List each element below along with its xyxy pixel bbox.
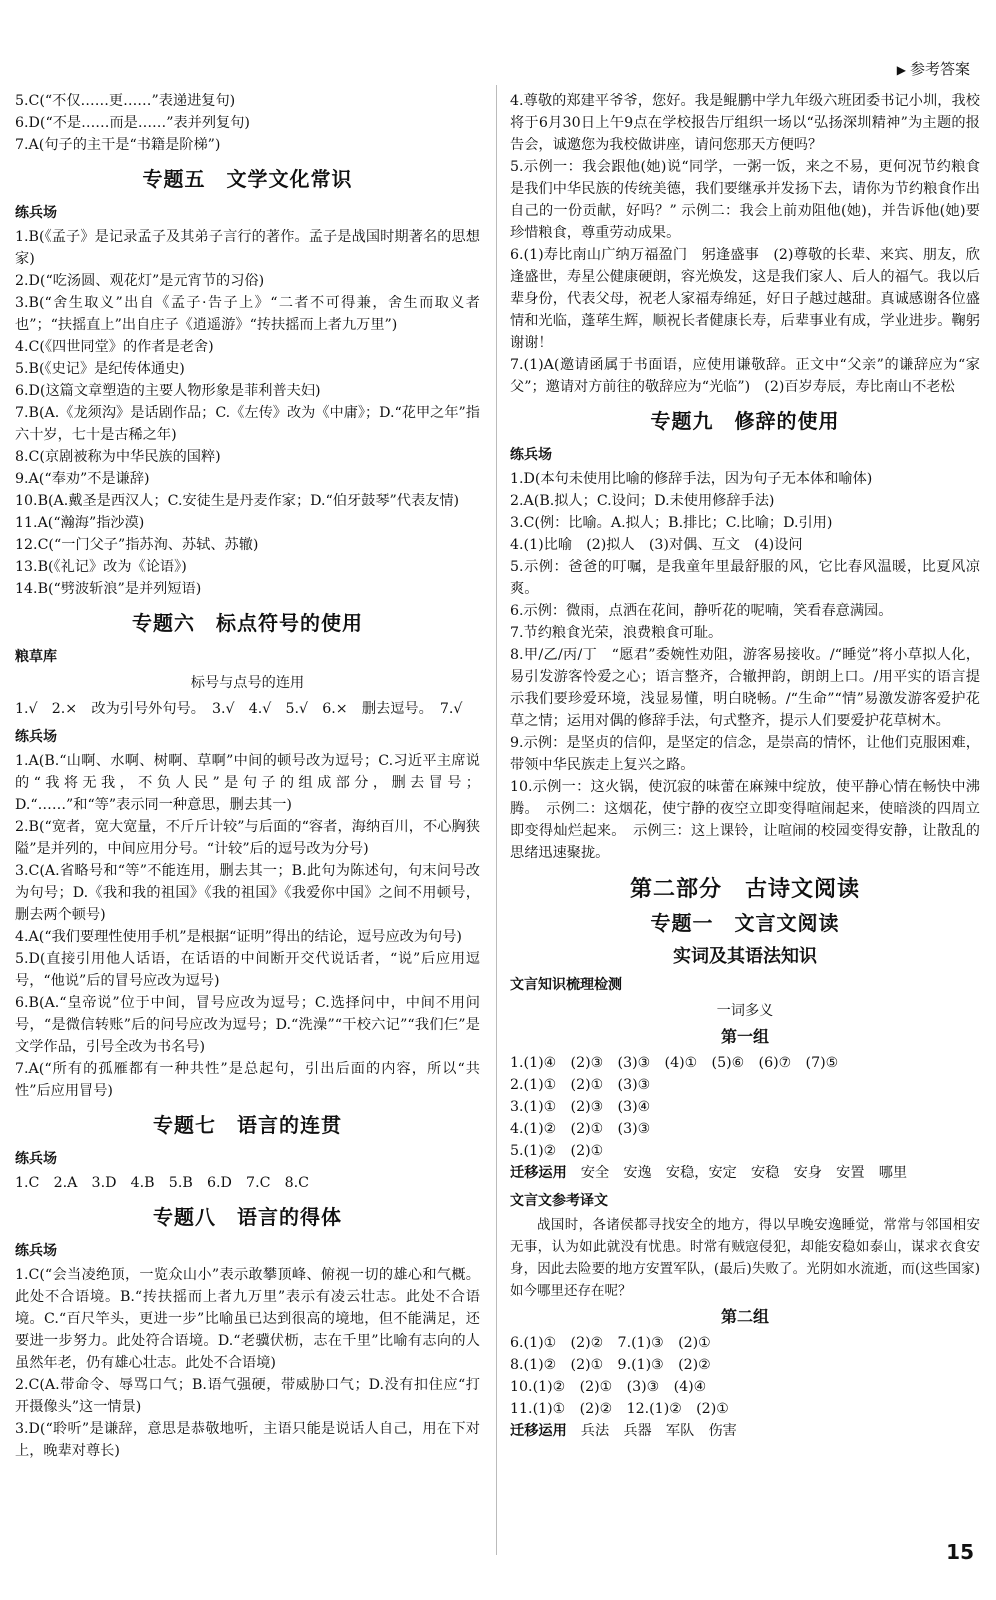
section-label: 粮草库 [15, 649, 57, 665]
page-header [897, 58, 970, 79]
section-label: 文言文参考译文 [510, 1193, 608, 1209]
section-label: 练兵场 [15, 205, 57, 221]
section-label: 练兵场 [15, 729, 57, 745]
answer-item: 8.(1)② (2)① 9.(1)③ (2)② [510, 1357, 711, 1373]
answer-item: 6.示例：微雨，点洒在花间，静听花的呢喃，笑看春意满园。 [510, 603, 893, 619]
answer-item: 5.D(直接引用他人话语，在话语的中间断开交代说话者，“说”后应用逗号，“他说”后的冒号应改为逗号) [15, 951, 480, 989]
answer-item: 4.C(《四世同堂》的作者是老舍) [15, 339, 214, 355]
answer-item: 6.D(这篇文章塑造的主要人物形象是菲利普夫妇) [15, 383, 321, 399]
answer-item: 14.B(“劈波斩浪”是并列短语) [15, 581, 202, 597]
left-column [15, 90, 480, 1462]
answer-item: 7.B(A.《龙须沟》是话剧作品；C.《左传》改为《中庸》；D.“花甲之年”指六十岁，七十是古稀之年) [15, 405, 480, 443]
answer-item: 5.(1)② (2)① [510, 1143, 604, 1159]
translation-text: 战国时，各诸侯都寻找安全的地方，得以早晚安逸睡觉，常常与邻国相安无事，认为如此就没有忧患。时常有贼寇侵犯，却能安稳如泰山，谋求衣食安身，因此去险要的地方安置军队，(最后)失败了。光阴如水流逝，而(这些国家)如今哪里还存在呢？ [510, 1217, 980, 1299]
answer-item: 1.A(B.“山啊、水啊、树啊、草啊”中间的顿号改为逗号；C.习近平主席说的“我将无我，不负人民”是句子的组成部分，删去冒号；D.“……”和“等”表示同一种意思，删去其一) [15, 753, 480, 813]
topic-title: 专题五 文学文化常识 [142, 167, 353, 191]
answer-item: 3.B(“舍生取义”出自《孟子·告子上》“二者不可得兼，舍生而取义者也”；“扶摇直上”出自庄子《逍遥游》“抟扶摇而上者九万里”) [15, 295, 480, 333]
answer-item: 6.B(A.“皇帝说”位于中间，冒号应改为逗号；C.选择问中，中间不用问号，“是微信转账”后的问号应改为逗号；D.“洗澡”“干校六记”“我们仨”是文学作品，引号全改为书名号) [15, 995, 480, 1055]
answer-item: 4.(1)② (2)① (3)③ [510, 1121, 651, 1137]
answer-item: 5.示例一：我会跟他(她)说“同学，一粥一饭，来之不易，更何况节约粮食是我们中华民族的传统美德，我们要继承并发扬下去，请你为节约粮食作出自己的一份贡献，好吗？” 示例二：我会上前劝阻他(她)，并告诉他(她)要珍惜粮食，尊重劳动成果。 [510, 159, 980, 241]
answer-item: 3.D(“聆听”是谦辞，意思是恭敬地听，主语只能是说话人自己，用在下对上，晚辈对尊长) [15, 1421, 480, 1459]
topic-title: 专题六 标点符号的使用 [132, 611, 363, 635]
header-text: 参考答案 [909, 60, 970, 78]
answer-item: 3.C(例：比喻。A.拟人；B.排比；C.比喻；D.引用) [510, 515, 833, 531]
section-label: 文言知识梳理检测 [510, 977, 622, 993]
triangle-icon: ▶ [896, 63, 906, 77]
subtopic-title: 实词及其语法知识 [673, 946, 817, 967]
migrate-label: 迁移运用 [510, 1423, 567, 1439]
answer-item: 7.节约粮食光荣，浪费粮食可耻。 [510, 625, 723, 641]
answer-item: 1.√ 2.× 改为引号外句号。 3.√ 4.√ 5.√ 6.× 删去逗号。 7.√ [15, 701, 463, 717]
topic-title: 专题八 语言的得体 [153, 1205, 342, 1229]
answer-item: 2.B(“宽者，宽大宽量，不斤斤计较”与后面的“容者，海纳百川，不心胸狭隘”是并列的，中间应用分号。“计较”后的逗号改为分号) [15, 819, 480, 857]
answer-item: 10.(1)② (2)① (3)③ (4)④ [510, 1379, 707, 1395]
answer-item: 9.示例：是坚贞的信仰，是坚定的信念，是崇高的情怀，让他们克服困难，带领中华民族走上复兴之路。 [510, 735, 980, 773]
answer-item: 1.C 2.A 3.D 4.B 5.B 6.D 7.C 8.C [15, 1175, 310, 1191]
answer-item: 6.(1)寿比南山广纳万福盈门 躬逢盛事 (2)尊敬的长辈、来宾、朋友，欣逢盛世，寿星公健康硬朗，容光焕发，这是我们家人、后人的福气。我以后辈身份，代表父母，祝老人家福寿绵延，好日子越过越甜。真诚感谢各位盛情和光临，蓬荜生辉，顺祝长者健康长寿，后辈事业有成，学业进步。鞠躬谢谢！ [510, 247, 980, 351]
answer-item: 1.B(《孟子》是记录孟子及其弟子言行的著作。孟子是战国时期著名的思想家) [15, 229, 480, 267]
answer-item: 2.A(B.拟人；C.设问；D.未使用修辞手法) [510, 493, 775, 509]
answer-item: 5.C(“不仅……更……”表递进复句) [15, 93, 236, 109]
part-title: 第二部分 古诗文阅读 [629, 876, 860, 902]
answer-item: 5.B(《史记》是纪传体通史) [15, 361, 185, 377]
migrate-line [510, 1420, 980, 1442]
answer-item: 2.D(“吃汤圆、观花灯”是元宵节的习俗) [15, 273, 265, 289]
answer-item: 7.(1)A(邀请函属于书面语，应使用谦敬辞。正文中“父亲”的谦辞应为“家父”；邀请对方前往的敬辞应为“光临”) (2)百岁寿辰，寿比南山不老松 [510, 357, 980, 395]
group-title: 第二组 [720, 1307, 769, 1326]
answer-item: 1.D(本句未使用比喻的修辞手法，因为句子无本体和喻体) [510, 471, 873, 487]
answer-item: 4.(1)比喻 (2)拟人 (3)对偶、互文 (4)设问 [510, 537, 803, 553]
answer-item: 11.A(“瀚海”指沙漠) [15, 515, 145, 531]
migrate-label: 迁移运用 [510, 1165, 567, 1181]
answer-item: 6.(1)① (2)② 7.(1)③ (2)① [510, 1335, 711, 1351]
migrate-text: 安全 安逸 安稳，安定 安稳 安身 安置 哪里 [580, 1165, 908, 1181]
answer-item: 12.C(“一门父子”指苏洵、苏轼、苏辙) [15, 537, 259, 553]
answer-item: 10.B(A.戴圣是西汉人；C.安徒生是丹麦作家；D.“伯牙鼓琴”代表友情) [15, 493, 460, 509]
right-column [510, 90, 980, 1442]
subsection-title: 标号与点号的连用 [190, 675, 305, 691]
answer-item: 5.示例：爸爸的叮嘱，是我童年里最舒服的风，它比春风温暖，比夏风凉爽。 [510, 559, 980, 597]
answer-item: 4.尊敬的郑建平爷爷，您好。我是鲲鹏中学九年级六班团委书记小圳，我校将于6月30日上午9点在学校报告厅组织一场以“弘扬深圳精神”为主题的报告会，诚邀您为我校做讲座，请问您那天方便吗？ [510, 93, 980, 153]
answer-item: 10.示例一：这火锅，使沉寂的味蕾在麻辣中绽放，使平静心情在畅快中沸腾。 示例二：这烟花，使宁静的夜空立即变得喧闹起来，使暗淡的四周立即变得灿烂起来。 示例三：这上课铃，让喧闹的校园变得安静，让散乱的思绪迅速聚拢。 [510, 779, 980, 861]
column-divider [496, 85, 497, 1555]
answer-item: 11.(1)① (2)② 12.(1)② (2)① [510, 1401, 729, 1417]
group-title: 第一组 [720, 1027, 769, 1046]
answer-item: 8.甲/乙/丙/丁 “愿君”委婉性劝阻，游客易接收。/“睡觉”将小草拟人化，易引发游客怜爱之心；语言整齐，合辙押韵，朗朗上口。/用平实的语言提示我们要珍爱环境，浅显易懂，明白晓畅。/“生命”“情”易激发游客爱护花草之情；运用对偶的修辞手法，句式整齐，提示人们要爱护花草树木。 [510, 647, 980, 729]
subsection-title: 一词多义 [716, 1003, 774, 1019]
answer-item: 4.A(“我们要理性使用手机”是根据“证明”得出的结论，逗号应改为句号) [15, 929, 462, 945]
topic-title: 专题一 文言文阅读 [650, 911, 840, 935]
answer-item: 7.A(“所有的孤雁都有一种共性”是总起句，引出后面的内容，所以“共性”后应用冒号) [15, 1061, 480, 1099]
migrate-text: 兵法 兵器 军队 伤害 [580, 1423, 737, 1439]
topic-title: 专题七 语言的连贯 [153, 1113, 342, 1137]
migrate-line [510, 1162, 980, 1184]
answer-item: 3.(1)① (2)③ (3)④ [510, 1099, 651, 1115]
answer-item: 6.D(“不是……而是……”表并列复句) [15, 115, 250, 131]
answer-item: 2.C(A.带命令、辱骂口气；B.语气强硬，带威胁口气；D.没有扣住应“打开摄像头”这一情景) [15, 1377, 480, 1415]
answer-item: 8.C(京剧被称为中华民族的国粹) [15, 449, 221, 465]
answer-item: 7.A(句子的主干是“书籍是阶梯”) [15, 137, 221, 153]
answer-item: 1.C(“会当凌绝顶，一览众山小”表示敢攀顶峰、俯视一切的雄心和气概。此处不合语境。B.“抟扶摇而上者九万里”表示有凌云壮志。此处不合语境。C.“百尺竿头，更进一步”比喻虽已达到很高的境地，但不能满足，还要进一步努力。此处符合语境。D.“老骥伏枥，志在千里”比喻有志向的人虽然年老，仍有雄心壮志。此处不合语境) [15, 1267, 480, 1371]
answer-item: 2.(1)① (2)① (3)③ [510, 1077, 651, 1093]
answer-item: 13.B(《礼记》改为《论语》) [15, 559, 187, 575]
section-label: 练兵场 [15, 1243, 57, 1259]
section-label: 练兵场 [510, 447, 552, 463]
topic-title: 专题九 修辞的使用 [650, 409, 840, 433]
answer-item: 9.A(“奉劝”不是谦辞) [15, 471, 150, 487]
section-label: 练兵场 [15, 1151, 57, 1167]
page-number: 15 [946, 1540, 974, 1564]
answer-item: 3.C(A.省略号和“等”不能连用，删去其一；B.此句为陈述句，句末问号改为句号；D.《我和我的祖国》《我的祖国》《我爱你中国》之间不用顿号，删去两个顿号) [15, 863, 480, 923]
answer-item: 1.(1)④ (2)③ (3)③ (4)① (5)⑥ (6)⑦ (7)⑤ [510, 1055, 839, 1071]
